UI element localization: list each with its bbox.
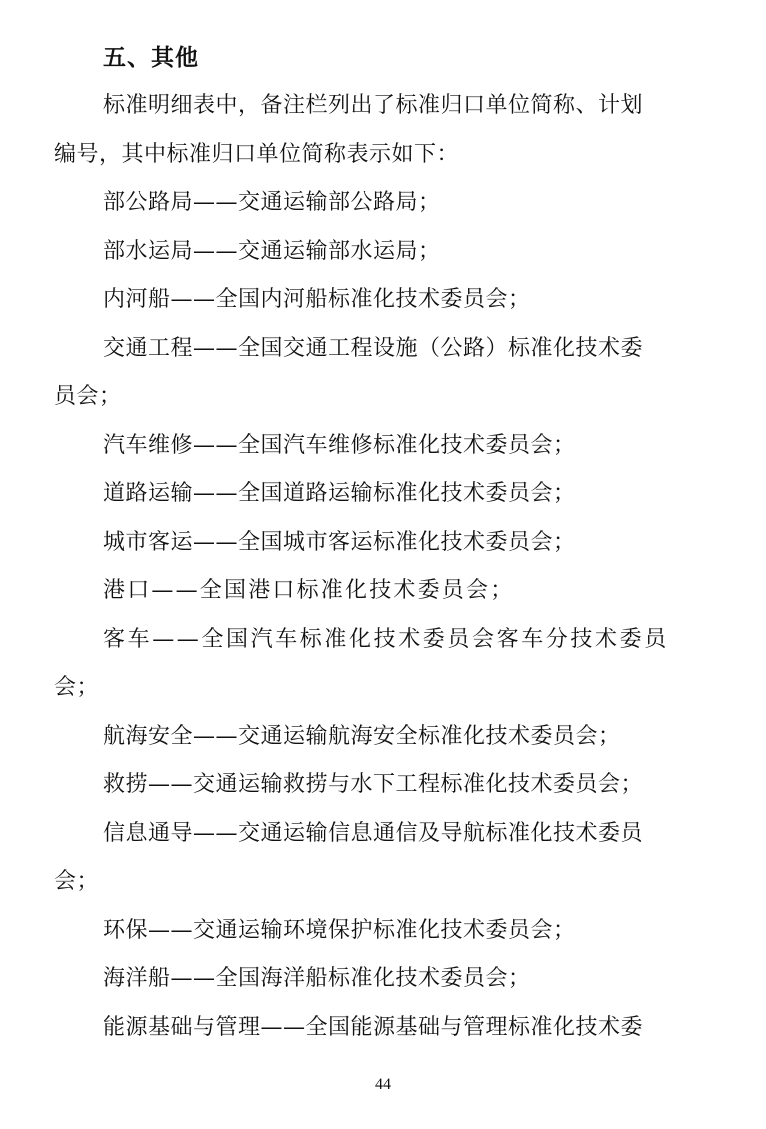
abbreviation-entry: 救捞——交通运输救捞与水下工程标准化技术委员会； bbox=[103, 772, 644, 797]
abbreviation-entry: 交通工程——全国交通工程设施（公路）标准化技术委 bbox=[103, 335, 644, 361]
abbreviation-entry: 客车——全国汽车标准化技术委员会客车分技术委员 bbox=[103, 626, 669, 652]
abbreviation-entry: 能源基础与管理——全国能源基础与管理标准化技术委 bbox=[103, 1014, 644, 1040]
abbreviation-entry: 信息通导——交通运输信息通信及导航标准化技术委员 bbox=[103, 820, 644, 846]
abbreviation-entry: 道路运输——全国道路运输标准化技术委员会； bbox=[103, 481, 576, 506]
abbreviation-entry: 海洋船——全国海洋船标准化技术委员会； bbox=[103, 966, 531, 991]
abbreviation-entry: 汽车维修——全国汽车维修标准化技术委员会； bbox=[103, 432, 576, 458]
paragraph-line: 标准明细表中，备注栏列出了标准归口单位简称、计划 bbox=[103, 93, 644, 118]
abbreviation-entry: 部水运局——交通运输部水运局； bbox=[103, 238, 441, 264]
abbreviation-entry-continued: 会； bbox=[54, 869, 100, 894]
body-text bbox=[54, 82, 704, 1052]
abbreviation-entry: 城市客运——全国城市客运标准化技术委员会； bbox=[103, 529, 576, 555]
abbreviation-entry: 部公路局——交通运输部公路局； bbox=[103, 190, 441, 215]
abbreviation-entry: 航海安全——交通运输航海安全标准化技术委员会； bbox=[103, 723, 621, 749]
abbreviation-entry: 内河船——全国内河船标准化技术委员会； bbox=[103, 287, 531, 312]
abbreviation-entry: 环保——交通运输环境保护标准化技术委员会； bbox=[103, 917, 576, 943]
paragraph-line: 编号，其中标准归口单位简称表示如下： bbox=[54, 141, 460, 167]
abbreviation-entry-continued: 会； bbox=[54, 675, 100, 700]
abbreviation-entry-continued: 员会； bbox=[54, 384, 122, 409]
page-number: 44 bbox=[375, 1076, 391, 1093]
abbreviation-entry: 港口——全国港口标准化技术委员会； bbox=[103, 578, 515, 603]
section-heading: 五、其他 bbox=[103, 45, 199, 71]
